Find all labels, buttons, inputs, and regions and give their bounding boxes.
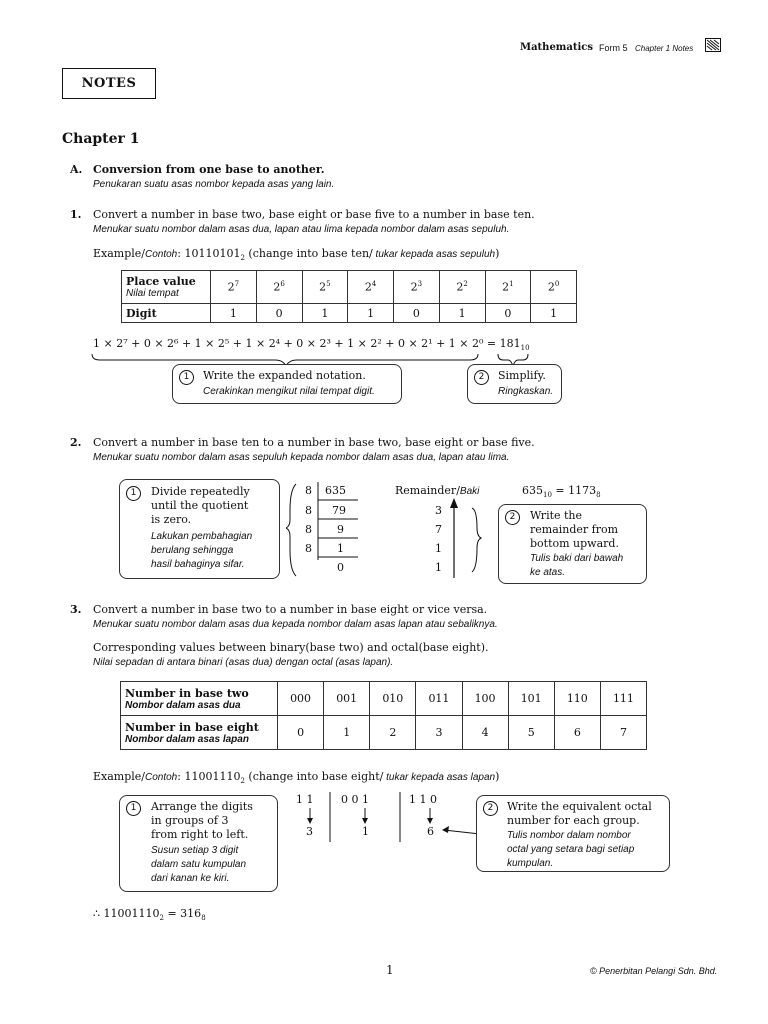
step-number: 1: [126, 486, 141, 501]
digit-cell: 0: [485, 304, 531, 323]
quotient: 635: [325, 484, 346, 497]
group-bits: 0 0 1: [341, 793, 369, 806]
group-octal: 3: [306, 825, 313, 838]
binary-cell: 000: [278, 682, 324, 716]
upward-arrow-icon: [446, 498, 486, 580]
octal-cell: 3: [416, 716, 462, 750]
item3-step2-box: [476, 795, 670, 872]
item1-num: 1.: [70, 208, 82, 221]
item3-text-ms: Menukar suatu nombor dalam asas dua kepada nombor dalam asas lapan atau sebaliknya.: [93, 619, 498, 630]
place-value-header: Place value Nilai tempat: [122, 271, 211, 304]
row-header: Number in base two Nombor dalam asas dua: [121, 682, 278, 716]
corr-text-ms: Nilai sepadan di antara binari (asas dua) dengan octal (asas lapan).: [93, 657, 394, 668]
divisor: 8: [305, 484, 312, 497]
quotient: 9: [337, 523, 344, 536]
remainder-label: Remainder/Baki: [395, 484, 480, 497]
digit-cell: 1: [439, 304, 485, 323]
step-line-ms: dalam satu kumpulan: [151, 859, 247, 870]
item1-step2-box: [467, 364, 562, 404]
place-value-cell: $2^6$: [256, 271, 302, 304]
expansion-formula: $1 \times 2^7 + 0 \times 2^6 + 1 \times 2^5 + 1 \times 2^4 + 0 \times 2^3 + 1 \times 2^2 + 0 \times 2^1 + 1 \times 2^0 = 181_{10}$: [93, 337, 530, 353]
step-line: number for each group.: [507, 814, 640, 827]
place-value-cell: $2^5$: [302, 271, 348, 304]
step-text: Simplify.: [498, 369, 546, 382]
step-line-ms: berulang sehingga: [151, 545, 234, 556]
divisor: 8: [305, 542, 312, 555]
divisor: 8: [305, 523, 312, 536]
place-value-cell: $2^0$: [531, 271, 577, 304]
quotient: 79: [332, 504, 346, 517]
step-line: from right to left.: [151, 828, 249, 841]
step-line: remainder from: [530, 523, 619, 536]
group-octal: 6: [427, 825, 434, 838]
place-value-table: [121, 270, 577, 323]
step-line: Divide repeatedly: [151, 485, 250, 498]
digit-cell: 1: [302, 304, 348, 323]
item1-text: Convert a number in base two, base eight or base five to a number in base ten.: [93, 208, 535, 221]
step-number: 2: [483, 801, 498, 816]
item2-text: Convert a number in base ten to a number in base two, base eight or base five.: [93, 436, 535, 449]
octal-cell: 5: [508, 716, 554, 750]
step-number: 1: [179, 370, 194, 385]
therefore-symbol: ∴: [93, 907, 100, 920]
step-line: Write the equivalent octal: [507, 800, 652, 813]
quotient: 0: [337, 561, 344, 574]
remainder: 3: [435, 504, 442, 517]
octal-cell: 1: [324, 716, 370, 750]
step-line: bottom upward.: [530, 537, 619, 550]
binary-cell: 111: [600, 682, 646, 716]
header-form: Form 5: [599, 43, 628, 53]
octal-cell: 7: [600, 716, 646, 750]
group-octal: 1: [362, 825, 369, 838]
remainder: 7: [435, 523, 442, 536]
divisor: 8: [305, 504, 312, 517]
digit-cell: 1: [531, 304, 577, 323]
item1-example: Example/Contoh: $10110101_2$ (change into base ten/ tukar kepada asas sepuluh): [93, 247, 500, 263]
remainder: 1: [435, 561, 442, 574]
step-line-ms: dari kanan ke kiri.: [151, 873, 230, 884]
copyright: © Penerbitan Pelangi Sdn. Bhd.: [590, 966, 718, 976]
corr-text: Corresponding values between binary(base two) and octal(base eight).: [93, 641, 489, 654]
octal-cell: 0: [278, 716, 324, 750]
step-line: in groups of 3: [151, 814, 229, 827]
step-line-ms: octal yang setara bagi setiap: [507, 844, 635, 855]
section-title: Conversion from one base to another.: [93, 163, 325, 176]
section-title-ms: Penukaran suatu asas nombor kepada asas yang lain.: [93, 179, 335, 190]
page-number: 1: [386, 963, 394, 977]
binary-cell: 010: [370, 682, 416, 716]
notes-label: NOTES: [62, 68, 156, 99]
item2-step1-box: [119, 479, 280, 579]
octal-cell: 4: [462, 716, 508, 750]
item1-text-ms: Menukar suatu nombor dalam asas dua, lapan atau lima kepada nombor dalam asas sepuluh.: [93, 224, 510, 235]
notes-icon: [705, 38, 721, 52]
binary-cell: 001: [324, 682, 370, 716]
step-number: 1: [126, 801, 141, 816]
remainder: 1: [435, 542, 442, 555]
step-line-ms: Tulis baki dari bawah: [530, 553, 624, 564]
item3-example: Example/Contoh: $11001110_2$ (change into base eight/ tukar kepada asas lapan): [93, 770, 500, 786]
place-value-cell: $2^4$: [348, 271, 394, 304]
item2-step2-box: [498, 504, 647, 584]
step-line-ms: Lakukan pembahagian: [151, 531, 253, 542]
quotient: 1: [337, 542, 344, 555]
chapter-title: Chapter 1: [62, 131, 140, 147]
step-line-ms: kumpulan.: [507, 858, 554, 869]
item3-num: 3.: [70, 603, 82, 616]
group-bits: 1 1: [296, 793, 314, 806]
header-subject: Mathematics: [520, 42, 593, 53]
step-line-ms: hasil bahaginya sifar.: [151, 559, 245, 570]
final-result: ∴ $11001110_2 = 316_8$: [93, 907, 206, 923]
section-letter: A.: [70, 163, 83, 176]
place-value-cell: $2^3$: [394, 271, 440, 304]
item2-result: $635_{10} = 1173_8$: [522, 484, 601, 500]
place-value-cell: $2^7$: [211, 271, 257, 304]
item3-step1-box: [119, 795, 278, 892]
item1-step1-box: [172, 364, 402, 404]
place-value-cell: $2^2$: [439, 271, 485, 304]
group-bits: 1 1 0: [409, 793, 437, 806]
step-line-ms: Susun setiap 3 digit: [151, 845, 239, 856]
step-text-ms: Ringkaskan.: [498, 386, 554, 397]
item2-text-ms: Menukar suatu nombor dalam asas sepuluh kepada nombor dalam asas dua, lapan atau lima.: [93, 452, 510, 463]
binary-cell: 101: [508, 682, 554, 716]
digit-cell: 1: [348, 304, 394, 323]
digit-header: Digit: [122, 304, 211, 323]
digit-cell: 1: [211, 304, 257, 323]
binary-octal-table: [120, 681, 647, 750]
step-text: Write the expanded notation.: [203, 369, 366, 382]
step-number: 2: [505, 510, 520, 525]
row-header: Number in base eight Nombor dalam asas lapan: [121, 716, 278, 750]
step-line: Arrange the digits: [151, 800, 253, 813]
item2-num: 2.: [70, 436, 82, 449]
step-line: is zero.: [151, 513, 192, 526]
item3-text: Convert a number in base two to a number in base eight or vice versa.: [93, 603, 488, 616]
binary-cell: 011: [416, 682, 462, 716]
step-line-ms: ke atas.: [530, 567, 566, 578]
binary-cell: 100: [462, 682, 508, 716]
binary-cell: 110: [554, 682, 600, 716]
header-chapter-note: Chapter 1 Notes: [635, 44, 694, 53]
place-value-cell: $2^1$: [485, 271, 531, 304]
octal-cell: 2: [370, 716, 416, 750]
digit-cell: 0: [394, 304, 440, 323]
step-number: 2: [474, 370, 489, 385]
step-line-ms: Tulis nombor dalam nombor: [507, 830, 631, 841]
digit-cell: 0: [256, 304, 302, 323]
octal-cell: 6: [554, 716, 600, 750]
step-line: until the quotient: [151, 499, 249, 512]
step-text-ms: Cerakinkan mengikut nilai tempat digit.: [203, 386, 375, 397]
step-line: Write the: [530, 509, 583, 522]
